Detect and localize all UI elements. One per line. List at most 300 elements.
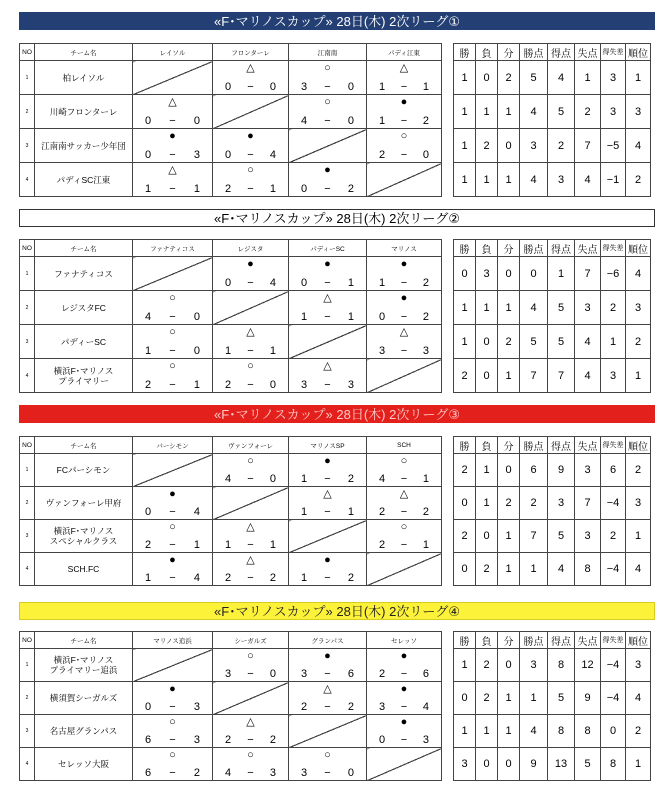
score-for: 2 — [145, 379, 152, 391]
score-dash: − — [169, 701, 176, 713]
result-mark: △ — [323, 488, 332, 500]
result-mark: ● — [247, 258, 254, 270]
stat-ga: 3 — [575, 291, 601, 325]
header-lose: 負 — [476, 632, 498, 649]
header-gd: 得失差 — [601, 44, 626, 61]
score-against: 0 — [269, 81, 276, 93]
match-score — [367, 346, 441, 357]
result-mark: ○ — [169, 749, 176, 761]
stat-ga: 3 — [575, 454, 601, 487]
match-result-cell — [367, 682, 442, 715]
table-row — [20, 129, 672, 163]
team-name — [35, 649, 133, 682]
header-ga: 失点 — [575, 44, 601, 61]
team-name-line: SCH.FC — [67, 564, 100, 574]
header-gf: 得点 — [548, 632, 575, 649]
score-against: 4 — [269, 277, 276, 289]
score-for: 1 — [225, 345, 232, 357]
match-result-cell — [133, 129, 213, 163]
spacer — [442, 682, 454, 715]
score-against: 1 — [347, 277, 354, 289]
stat-gf: 5 — [548, 95, 575, 129]
match-score — [213, 278, 288, 289]
header-opponent: ヴァンフォーレ — [213, 437, 289, 454]
match-score — [133, 507, 212, 518]
stat-gf: 9 — [548, 454, 575, 487]
stat-gf: 3 — [548, 487, 575, 520]
header-opponent: ファナティコス — [133, 240, 213, 257]
score-dash: − — [400, 506, 408, 518]
score-for: 4 — [379, 473, 386, 485]
stat-gf: 7 — [548, 359, 575, 393]
score-for: 2 — [301, 701, 308, 713]
match-score — [289, 573, 366, 584]
score-against: 1 — [193, 539, 200, 551]
score-dash: − — [247, 81, 254, 93]
league-4 — [19, 602, 655, 779]
score-for: 1 — [379, 277, 386, 289]
spacer — [442, 437, 454, 454]
stat-draw: 1 — [498, 682, 520, 715]
self-match-cell — [133, 649, 213, 682]
score-for: 2 — [225, 379, 232, 391]
score-for: 0 — [225, 81, 232, 93]
stat-gd: 6 — [601, 454, 626, 487]
header-no: NO — [20, 437, 35, 454]
header-pts: 勝点 — [520, 632, 548, 649]
league-2 — [19, 209, 655, 391]
score-for: 1 — [145, 345, 152, 357]
score-for: 0 — [301, 183, 308, 195]
score-dash: − — [169, 767, 176, 779]
stat-pts: 3 — [520, 129, 548, 163]
team-no: 2 — [20, 682, 35, 715]
stat-gf: 5 — [548, 325, 575, 359]
header-rank: 順位 — [626, 240, 651, 257]
result-mark: ○ — [247, 455, 254, 467]
score-dash: − — [324, 183, 331, 195]
score-dash: − — [247, 379, 254, 391]
score-dash: − — [169, 539, 176, 551]
team-no: 1 — [20, 454, 35, 487]
spacer — [442, 553, 454, 586]
header-gf: 得点 — [548, 44, 575, 61]
team-no: 2 — [20, 487, 35, 520]
result-mark: ● — [400, 650, 408, 662]
stat-lose: 0 — [476, 325, 498, 359]
stat-rank: 2 — [626, 325, 651, 359]
stat-draw: 2 — [498, 487, 520, 520]
stat-gd: −6 — [601, 257, 626, 291]
team-name-line: セレッソ大阪 — [58, 759, 109, 769]
stat-win: 2 — [454, 454, 476, 487]
score-against: 3 — [193, 149, 200, 161]
match-result-cell — [213, 454, 289, 487]
team-no: 3 — [20, 325, 35, 359]
score-against: 0 — [269, 473, 276, 485]
self-match-cell — [367, 553, 442, 586]
score-against: 2 — [347, 473, 354, 485]
team-name-line: 横浜F･マリノス — [53, 526, 114, 536]
table-row — [20, 520, 672, 553]
stat-rank: 1 — [626, 520, 651, 553]
match-score — [133, 540, 212, 551]
match-score — [367, 702, 441, 713]
standings-table — [19, 43, 672, 197]
score-for: 1 — [379, 115, 386, 127]
score-dash: − — [400, 539, 408, 551]
score-dash: − — [400, 115, 408, 127]
score-dash: − — [247, 767, 254, 779]
stat-pts: 6 — [520, 454, 548, 487]
team-name-line: パディSC江東 — [56, 174, 111, 185]
table-row — [20, 682, 672, 715]
team-name — [35, 454, 133, 487]
spacer — [442, 163, 454, 197]
match-score — [213, 82, 288, 93]
score-dash: − — [247, 277, 254, 289]
result-mark: ● — [169, 683, 176, 695]
stat-win: 3 — [454, 748, 476, 781]
match-result-cell — [133, 291, 213, 325]
result-mark: ● — [169, 554, 176, 566]
self-match-cell — [367, 163, 442, 197]
match-score — [133, 150, 212, 161]
result-mark: ○ — [169, 326, 176, 338]
stat-ga: 2 — [575, 95, 601, 129]
score-against: 1 — [193, 379, 200, 391]
stat-draw: 1 — [498, 291, 520, 325]
match-result-cell — [213, 649, 289, 682]
match-result-cell — [133, 325, 213, 359]
result-mark: ● — [400, 716, 408, 728]
score-for: 0 — [379, 734, 386, 746]
score-dash: − — [400, 277, 408, 289]
team-name-line: ファナティコス — [54, 268, 113, 279]
stat-win: 0 — [454, 553, 476, 586]
stat-pts: 1 — [520, 682, 548, 715]
match-result-cell — [289, 748, 367, 781]
team-name-line: プライマリー — [58, 375, 109, 386]
stat-win: 1 — [454, 291, 476, 325]
stat-gf: 4 — [548, 61, 575, 95]
header-rank: 順位 — [626, 44, 651, 61]
team-name — [35, 487, 133, 520]
match-score — [213, 768, 288, 779]
score-against: 4 — [193, 572, 200, 584]
stat-gd: −5 — [601, 129, 626, 163]
match-score — [213, 184, 288, 195]
score-against: 0 — [269, 379, 276, 391]
stat-lose: 2 — [476, 682, 498, 715]
score-dash: − — [247, 345, 254, 357]
match-score — [213, 150, 288, 161]
score-for: 2 — [379, 149, 386, 161]
score-dash: − — [324, 81, 331, 93]
team-name — [35, 715, 133, 748]
stat-rank: 4 — [626, 129, 651, 163]
score-dash: − — [324, 277, 331, 289]
score-against: 0 — [269, 668, 276, 680]
result-mark: ○ — [169, 521, 176, 533]
stat-gd: 2 — [601, 520, 626, 553]
score-against: 0 — [422, 149, 429, 161]
match-result-cell — [133, 520, 213, 553]
match-result-cell — [133, 163, 213, 197]
match-result-cell — [133, 359, 213, 393]
stat-pts: 0 — [520, 257, 548, 291]
stat-rank: 4 — [626, 257, 651, 291]
score-for: 1 — [301, 506, 308, 518]
header-row — [20, 437, 672, 454]
score-for: 2 — [379, 539, 386, 551]
stat-ga: 4 — [575, 325, 601, 359]
score-for: 1 — [379, 81, 386, 93]
match-result-cell — [367, 520, 442, 553]
score-against: 2 — [422, 277, 429, 289]
table-row — [20, 454, 672, 487]
match-score — [367, 507, 441, 518]
match-score — [213, 380, 288, 391]
match-score — [133, 573, 212, 584]
header-ga: 失点 — [575, 632, 601, 649]
header-opponent: グランパス — [289, 632, 367, 649]
header-lose: 負 — [476, 240, 498, 257]
header-pts: 勝点 — [520, 240, 548, 257]
score-for: 1 — [145, 183, 152, 195]
match-result-cell — [133, 95, 213, 129]
league-title: «F･マリノスカップ» 28日(木) 2次リーグ③ — [19, 405, 655, 423]
stat-ga: 8 — [575, 715, 601, 748]
table-row — [20, 748, 672, 781]
score-for: 2 — [225, 734, 232, 746]
table-row — [20, 61, 672, 95]
stat-pts: 4 — [520, 291, 548, 325]
score-against: 1 — [347, 311, 354, 323]
team-no: 1 — [20, 257, 35, 291]
score-against: 2 — [193, 767, 200, 779]
team-name-line: パディーSC — [60, 336, 107, 347]
stat-lose: 2 — [476, 649, 498, 682]
score-dash: − — [324, 115, 331, 127]
stat-ga: 5 — [575, 748, 601, 781]
team-name — [35, 163, 133, 197]
result-mark: △ — [246, 716, 255, 728]
match-result-cell — [289, 682, 367, 715]
match-result-cell — [213, 257, 289, 291]
stat-lose: 0 — [476, 359, 498, 393]
header-gd: 得失差 — [601, 240, 626, 257]
self-match-cell — [133, 454, 213, 487]
stat-gd: −4 — [601, 649, 626, 682]
stat-ga: 8 — [575, 553, 601, 586]
spacer — [442, 95, 454, 129]
stat-pts: 4 — [520, 163, 548, 197]
header-opponent: フロンターレ — [213, 44, 289, 61]
match-score — [133, 702, 212, 713]
stat-gf: 8 — [548, 649, 575, 682]
score-for: 2 — [379, 668, 386, 680]
stat-gd: 3 — [601, 61, 626, 95]
stat-rank: 1 — [626, 748, 651, 781]
table-row — [20, 715, 672, 748]
header-opponent: バーシモン — [133, 437, 213, 454]
header-draw: 分 — [498, 240, 520, 257]
stat-win: 1 — [454, 649, 476, 682]
score-against: 2 — [347, 183, 354, 195]
match-score — [133, 735, 212, 746]
match-result-cell — [367, 257, 442, 291]
team-name — [35, 553, 133, 586]
team-name-line: 川崎フロンターレ — [49, 106, 118, 117]
match-score — [367, 312, 441, 323]
stat-gd: −1 — [601, 163, 626, 197]
score-for: 3 — [301, 767, 308, 779]
header-no: NO — [20, 240, 35, 257]
score-dash: − — [400, 701, 408, 713]
score-against: 3 — [193, 734, 200, 746]
match-score — [213, 669, 288, 680]
spacer — [442, 61, 454, 95]
header-lose: 負 — [476, 437, 498, 454]
match-result-cell — [289, 454, 367, 487]
self-match-cell — [133, 61, 213, 95]
score-for: 2 — [145, 539, 152, 551]
score-for: 2 — [225, 183, 232, 195]
stat-draw: 1 — [498, 359, 520, 393]
result-mark: ● — [400, 96, 408, 108]
score-for: 0 — [225, 149, 232, 161]
spacer — [442, 291, 454, 325]
header-row — [20, 632, 672, 649]
match-result-cell — [367, 61, 442, 95]
spacer — [442, 632, 454, 649]
team-name-line: 江南南サッカー少年団 — [41, 140, 126, 151]
result-mark: ● — [324, 650, 331, 662]
score-for: 0 — [145, 701, 152, 713]
header-gd: 得失差 — [601, 437, 626, 454]
self-match-cell — [289, 129, 367, 163]
score-against: 0 — [347, 115, 354, 127]
score-against: 2 — [269, 734, 276, 746]
stat-rank: 2 — [626, 715, 651, 748]
team-name-line: 横須賀シーガルズ — [49, 693, 118, 703]
stat-pts: 9 — [520, 748, 548, 781]
stat-rank: 3 — [626, 649, 651, 682]
spacer — [442, 257, 454, 291]
match-result-cell — [367, 487, 442, 520]
self-match-cell — [367, 748, 442, 781]
stat-win: 0 — [454, 257, 476, 291]
header-rank: 順位 — [626, 632, 651, 649]
match-result-cell — [289, 649, 367, 682]
match-score — [289, 474, 366, 485]
header-opponent: マリノス — [367, 240, 442, 257]
header-opponent: レイソル — [133, 44, 213, 61]
score-for: 0 — [145, 506, 152, 518]
match-result-cell — [133, 487, 213, 520]
score-for: 3 — [379, 701, 386, 713]
header-no: NO — [20, 44, 35, 61]
score-against: 2 — [422, 506, 429, 518]
spacer — [442, 520, 454, 553]
match-result-cell — [367, 649, 442, 682]
stat-ga: 3 — [575, 520, 601, 553]
stat-draw: 2 — [498, 61, 520, 95]
match-score — [289, 116, 366, 127]
table-row — [20, 553, 672, 586]
stat-rank: 1 — [626, 61, 651, 95]
stat-lose: 0 — [476, 520, 498, 553]
self-match-cell — [367, 359, 442, 393]
score-against: 1 — [347, 506, 354, 518]
team-name — [35, 325, 133, 359]
score-for: 1 — [301, 473, 308, 485]
header-row — [20, 240, 672, 257]
match-result-cell — [367, 325, 442, 359]
team-name-line: 柏レイソル — [62, 72, 105, 83]
score-dash: − — [400, 734, 408, 746]
stat-lose: 1 — [476, 454, 498, 487]
score-against: 2 — [347, 572, 354, 584]
result-mark: △ — [168, 164, 177, 176]
stat-gd: 3 — [601, 95, 626, 129]
stat-win: 2 — [454, 359, 476, 393]
stat-ga: 4 — [575, 359, 601, 393]
stat-pts: 5 — [520, 61, 548, 95]
self-match-cell — [213, 487, 289, 520]
match-result-cell — [133, 715, 213, 748]
match-score — [133, 768, 212, 779]
stat-gf: 3 — [548, 163, 575, 197]
stat-draw: 1 — [498, 95, 520, 129]
score-against: 4 — [269, 149, 276, 161]
team-no: 1 — [20, 649, 35, 682]
score-against: 2 — [347, 701, 354, 713]
header-opponent: レジスタ — [213, 240, 289, 257]
result-mark: △ — [246, 521, 255, 533]
stat-gd: −4 — [601, 682, 626, 715]
result-mark: ○ — [247, 650, 254, 662]
result-mark: △ — [399, 62, 409, 74]
stat-gd: 8 — [601, 748, 626, 781]
match-result-cell — [133, 682, 213, 715]
result-mark: △ — [246, 554, 255, 566]
header-ga: 失点 — [575, 240, 601, 257]
self-match-cell — [289, 325, 367, 359]
score-dash: − — [400, 473, 408, 485]
self-match-cell — [289, 520, 367, 553]
stat-gd: 0 — [601, 715, 626, 748]
match-score — [367, 150, 441, 161]
spacer — [442, 359, 454, 393]
stat-gf: 4 — [548, 553, 575, 586]
result-mark: ○ — [324, 749, 331, 761]
header-gf: 得点 — [548, 240, 575, 257]
score-dash: − — [169, 183, 176, 195]
stat-pts: 2 — [520, 487, 548, 520]
stat-ga: 1 — [575, 61, 601, 95]
stat-rank: 1 — [626, 359, 651, 393]
match-result-cell — [213, 325, 289, 359]
score-dash: − — [247, 668, 254, 680]
standings-table — [19, 436, 672, 586]
match-score — [133, 184, 212, 195]
spacer — [442, 649, 454, 682]
score-against: 3 — [193, 701, 200, 713]
header-team: チーム名 — [35, 632, 133, 649]
stat-draw: 1 — [498, 163, 520, 197]
